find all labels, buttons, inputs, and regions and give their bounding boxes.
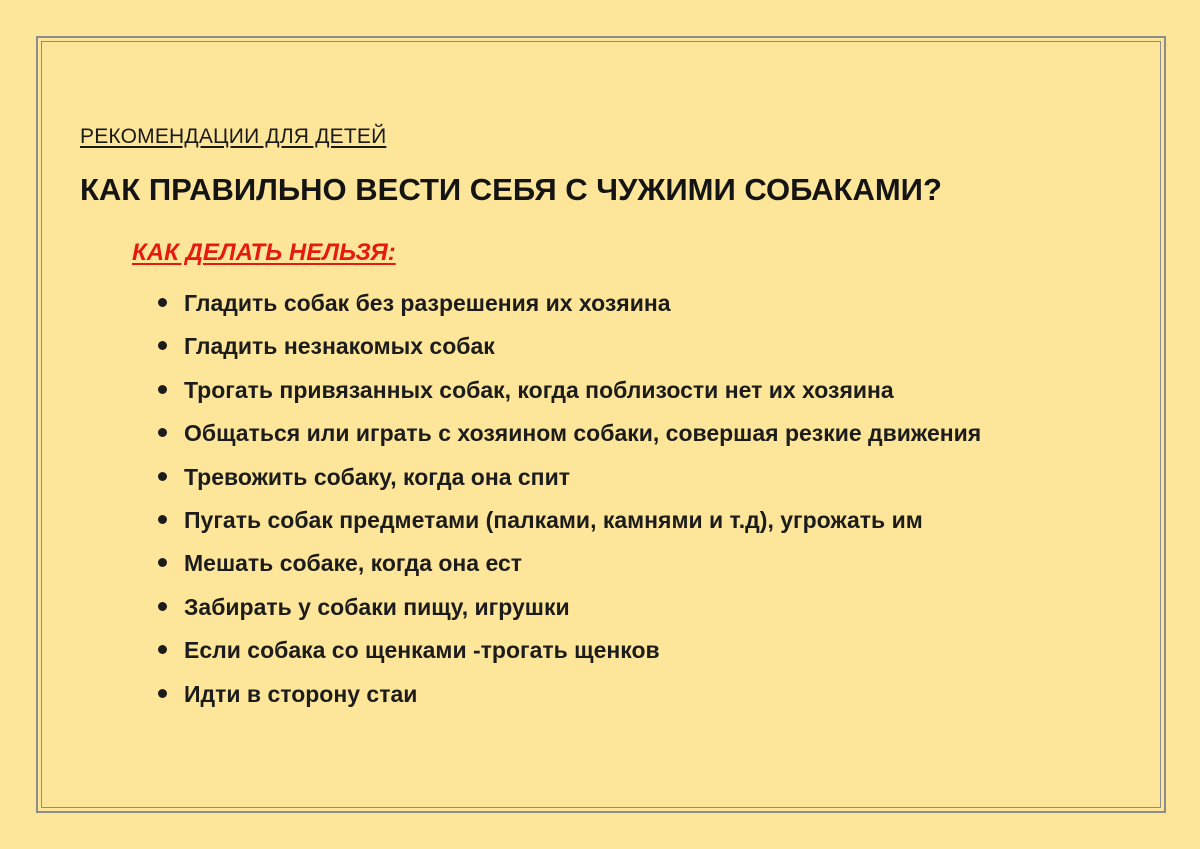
bullet-icon [158,341,167,350]
list-item [158,630,1118,671]
bullet-icon [158,428,167,437]
list-item [158,370,1118,411]
list-item-text: Общаться или играть с хозяином собаки, совершая резкие движения [184,420,982,447]
bullet-icon [158,689,167,698]
list-item-text: Тревожить собаку, когда она спит [184,463,570,490]
rules-list [158,283,1118,717]
section-heading-forbidden: КАК ДЕЛАТЬ НЕЛЬЗЯ: [132,239,396,266]
bullet-icon [158,515,167,524]
list-item-text: Гладить незнакомых собак [184,333,495,360]
list-item-text: Забирать у собаки пищу, игрушки [184,593,570,620]
list-item [158,457,1118,498]
list-item [158,413,1118,454]
document-subtitle: РЕКОМЕНДАЦИИ ДЛЯ ДЕТЕЙ [80,125,387,148]
list-item-text: Трогать привязанных собак, когда поблизости нет их хозяина [184,376,894,403]
bullet-icon [158,602,167,611]
bullet-icon [158,472,167,481]
bullet-icon [158,298,167,307]
bullet-icon [158,645,167,654]
list-item [158,543,1118,584]
bullet-icon [158,385,167,394]
list-item [158,587,1118,628]
list-item [158,326,1118,367]
list-item-text: Мешать собаке, когда она ест [184,550,523,577]
list-item-text: Гладить собак без разрешения их хозяина [184,290,671,316]
list-item [158,674,1118,715]
list-item-text: Идти в сторону стаи [184,680,418,707]
list-item-text: Если собака со щенками -трогать щенков [184,637,660,664]
list-item-text: Пугать собак предметами (палками, камнями и т.д), угрожать им [184,506,923,533]
bullet-icon [158,558,167,567]
list-item [158,500,1118,541]
list-item [158,283,1118,324]
document-title: КАК ПРАВИЛЬНО ВЕСТИ СЕБЯ С ЧУЖИМИ СОБАКАМИ? [80,172,942,207]
